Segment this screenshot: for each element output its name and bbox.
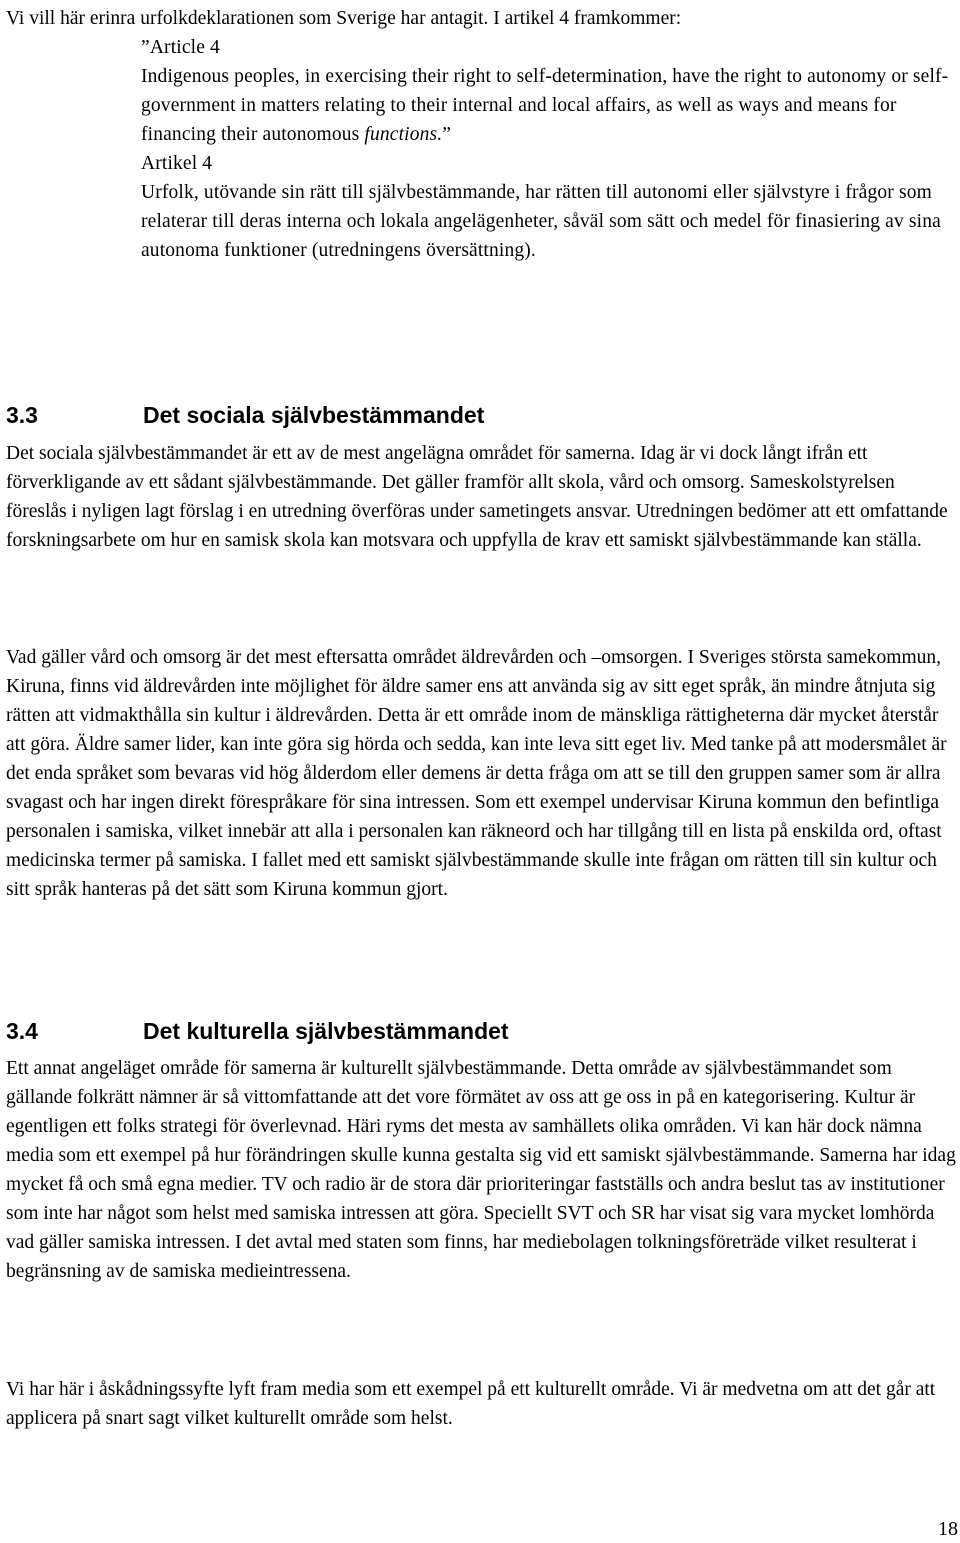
section-3-3-paragraph-2: Vad gäller vård och omsorg är det mest eftersatta området äldrevården och –omsorgen. I Sveriges största samekommun, Kiruna, finns vid äldrevården inte möjlighet för äldre samer ens att använda sig av sitt eget språk, än mindre åtnjuta sig rätten att vidmakthålla sin kultur i äldrevården. Detta är ett område inom de mänskliga rättigheterna där mycket återstår att göra. Äldre samer lider, kan inte göra sig hörda och sedda, kan inte leva sitt eget liv. Med tanke på att modersmålet är det enda språket som bevaras vid hög ålderdom eller demens är detta fråga om att se till den gruppen samer som är allra svagast och har ingen direkt förespråkare för sina intressen. Som ett exempel undervisar Kiruna kommun den befintliga personalen i samiska, vilket innebär att alla i personalen kan räkneord och har tillgång till en lista på enskilda ord, oftast medicinska termer på samiska. I fallet med ett samiskt självbestämmande skulle inte frågan om rätten till sin kultur och sitt språk hanteras på det sätt som Kiruna kommun gjort. xyxy=(6,647,947,900)
quote-en-text: Indigenous peoples, in exercising their right to self-determination, have the right to autonomy or self-government in matters relating to their internal and local affairs, as well as ways and means for financing their autonomous xyxy=(141,66,949,145)
section-heading-3-4 xyxy=(6,1016,509,1046)
section-title: Det sociala självbestämmandet xyxy=(143,402,485,428)
section-title: Det kulturella självbestämmandet xyxy=(143,1018,509,1044)
quote-close-mark: ” xyxy=(442,124,452,145)
section-3-3-paragraph-1: Det sociala självbestämmandet är ett av de mest angelägna området för samerna. Idag är vi dock långt ifrån ett förverkligande av ett sådant självbestämmande. Det gäller framför allt skola, vård och omsorg. Sameskolstyrelsen föreslås i nyligen lagt förslag i en utredning överföras under sametingets ansvar. Utredningen bedömer att ett omfattande forskningsarbete om hur en samisk skola kan motsvara och uppfylla de krav ett samiskt självbestämmande kan ställa. xyxy=(6,443,948,551)
quote-en-title: Article 4 xyxy=(149,37,220,58)
quote-sv-text: Urfolk, utövande sin rätt till självbestämmande, har rätten till autonomi eller självstyre i frågor som relaterar till deras interna och lokala angelägenheter, såväl som sätt och medel för finasiering av sina autonoma funktioner (utredningens översättning). xyxy=(141,182,941,261)
page-number: 18 xyxy=(938,1518,958,1540)
intro-paragraph: Vi vill här erinra urfolkdeklarationen som Sverige har antagit. I artikel 4 framkommer: xyxy=(6,8,682,29)
quote-open-mark: ” xyxy=(141,37,150,58)
section-number: 3.3 xyxy=(6,402,38,428)
quote-en-title-line xyxy=(141,33,956,62)
section-3-4-paragraph-1: Ett annat angeläget område för samerna är kulturellt självbestämmande. Detta område av självbestämmandet som gällande folkrätt nämner är så vittomfattande att det vore förmätet av oss att ge oss in på en kategorisering. Kultur är egentligen ett folks strategi för överlevnad. Häri ryms det mesta av samhällets olika områden. Vi kan här dock nämna media som ett exempel på hur förändringen skulle kunna gestalta sig vid ett samiskt självbestämmande. Samerna har idag mycket få och små egna medier. TV och radio är de stora där prioriteringar fastställs och andra beslut tas av institutioner som inte har något som helst med samiska intressen att göra. Speciellt SVT och SR har visat sig vara mycket lomhörda vad gäller samiska intressen. I det avtal med staten som finns, har mediebolagen tolkningsföreträde vilket resulterat i begränsning av de samiska medieintressena. xyxy=(6,1058,956,1282)
quote-en-text-line xyxy=(141,62,956,149)
section-number: 3.4 xyxy=(6,1018,38,1044)
quote-en-text-italic: functions. xyxy=(364,124,443,145)
quote-sv-title: Artikel 4 xyxy=(141,153,213,174)
article-quote-block xyxy=(141,33,956,265)
section-heading-3-3 xyxy=(6,400,484,430)
section-3-4-paragraph-2: Vi har här i åskådningssyfte lyft fram media som ett exempel på ett kulturellt område. Vi är medvetna om att det går att applicera på snart sagt vilket kulturellt område som helst. xyxy=(6,1379,936,1429)
